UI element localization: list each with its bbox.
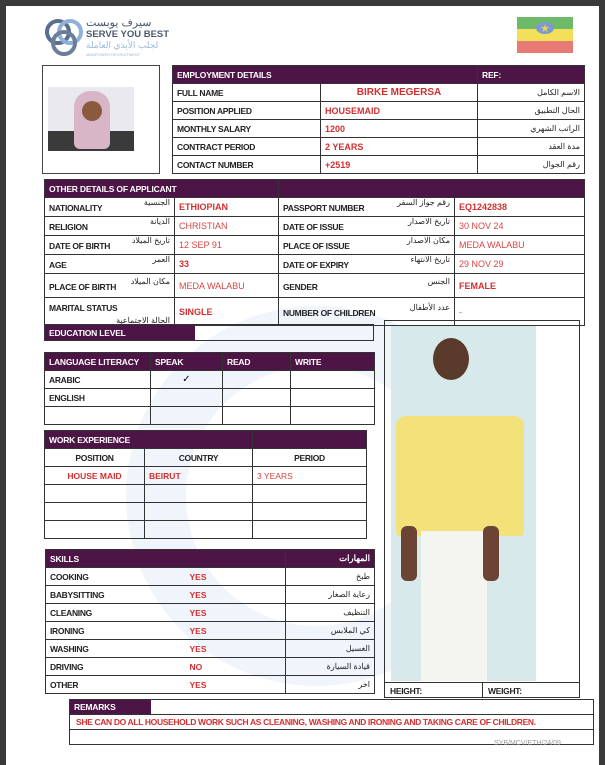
work-experience-header: WORK EXPERIENCE <box>45 431 253 449</box>
position-value: HOUSEMAID <box>321 102 478 120</box>
education-level-value <box>195 325 373 340</box>
other-details-header: OTHER DETAILS OF APPLICANT <box>45 180 279 198</box>
employment-details-table <box>172 65 585 174</box>
language-row-empty <box>45 407 375 425</box>
logo-tagline: MANPOWER RECRUITMENT <box>86 52 141 57</box>
details-row: DATE OF BIRTH تاريخ الميلاد 12 SEP 91 PLACE OF ISSUE مكان الاصدار MEDA WALABU <box>45 236 585 255</box>
children-value: - <box>455 298 585 326</box>
language-literacy-table: LANGUAGE LITERACY SPEAK READ WRITE ARABIC ✓ ENGLISH <box>44 352 375 425</box>
star-emblem-icon: ★ <box>536 22 554 34</box>
place-of-issue-value: MEDA WALABU <box>455 236 585 255</box>
skill-row: OTHER YES اخر <box>46 676 375 694</box>
marital-status-value: SINGLE <box>175 298 279 326</box>
full-body-photo <box>391 326 536 681</box>
employment-row-salary: MONTHLY SALARY 1200 الراتب الشهري <box>173 120 585 138</box>
details-row: MARITAL STATUS الحالة الاجتماعية SINGLE NUMBER OF CHILDREN عدد الأطفال - <box>45 298 585 326</box>
employment-row-contract: CONTRACT PERIOD 2 YEARS مدة العقد <box>173 138 585 156</box>
company-logo <box>44 14 204 64</box>
cv-page <box>6 6 599 765</box>
gender-value: FEMALE <box>455 274 585 298</box>
full-name-value: BIRKE MEGERSA <box>321 84 478 102</box>
check-icon: ✓ <box>151 371 223 389</box>
skill-row: COOKING YES طبخ <box>46 568 375 586</box>
skill-row: DRIVING NO قيادة السيارة <box>46 658 375 676</box>
full-body-photo-frame <box>384 320 580 698</box>
work-row: HOUSE MAID BEIRUT 3 YEARS <box>45 467 367 485</box>
skill-row: BABYSITTING YES رعاية الصغار <box>46 586 375 604</box>
age-value: 33 <box>175 255 279 274</box>
document-code: SYB/MCV/ETH/24/09 <box>494 740 561 747</box>
skill-row: CLEANING YES التنظيف <box>46 604 375 622</box>
height-label: HEIGHT: <box>385 682 483 698</box>
salary-value: 1200 <box>321 120 478 138</box>
details-row: NATIONALITY الجنسية ETHIOPIAN PASSPORT NUMBER رقم جواز السفر EQ1242838 <box>45 198 585 217</box>
employment-row-position: POSITION APPLIED HOUSEMAID الحال التطبيق <box>173 102 585 120</box>
work-experience-table: WORK EXPERIENCE POSITION COUNTRY PERIOD HOUSE MAID BEIRUT 3 YEARS <box>44 430 367 539</box>
work-row <box>45 503 367 521</box>
language-row-arabic: ARABIC ✓ <box>45 371 375 389</box>
skill-row: WASHING YES الغسيل <box>46 640 375 658</box>
passport-photo-frame <box>42 65 160 174</box>
ethiopia-flag-icon <box>517 17 573 53</box>
employment-details-header: EMPLOYMENT DETAILS <box>173 66 478 84</box>
date-of-expiry-value: 29 NOV 29 <box>455 255 585 274</box>
ref-label: REF: <box>478 66 585 84</box>
work-row <box>45 521 367 539</box>
weight-label: WEIGHT: <box>483 682 580 698</box>
details-row: AGE العمر 33 DATE OF EXPIRY تاريخ الانتهاء 29 NOV 29 <box>45 255 585 274</box>
skills-table: SKILLS المهارات COOKING YES طبخ BABYSITTING YES رعاية الصغار CLEANING YES التنظيف IRONING YES كي الملابس WASHING YES الغسيل DRIVING NO قيادة السيارة OTHER YES اخر <box>45 549 375 694</box>
logo-arabic-name: سيرف يوبست <box>86 17 152 29</box>
remarks-header: REMARKS <box>70 700 151 714</box>
remarks-text: SHE CAN DO ALL HOUSEHOLD WORK SUCH AS CLEANING, WASHING AND IRONING AND TAKING CARE OF CHILDREN. <box>70 714 593 730</box>
nationality-value: ETHIOPIAN <box>175 198 279 217</box>
other-details-table <box>44 179 585 326</box>
skill-row: IRONING YES كي الملابس <box>46 622 375 640</box>
religion-value: CHRISTIAN <box>175 217 279 236</box>
passport-photo <box>48 87 134 151</box>
details-row: PLACE OF BIRTH مكان الميلاد MEDA WALABU GENDER الجنس FEMALE <box>45 274 585 298</box>
details-row: RELIGION الديانة CHRISTIAN DATE OF ISSUE تاريخ الاصدار 30 NOV 24 <box>45 217 585 236</box>
education-level-label: EDUCATION LEVEL <box>45 325 195 340</box>
employment-row-contact: CONTACT NUMBER +2519 رقم الجوال <box>173 156 585 174</box>
date-of-birth-value: 12 SEP 91 <box>175 236 279 255</box>
passport-number-value: EQ1242838 <box>455 198 585 217</box>
employment-row-full-name: FULL NAME BIRKE MEGERSA الاسم الكامل <box>173 84 585 102</box>
education-level-row <box>44 324 374 341</box>
logo-arabic-tagline: لجلب الأيدي العاملة <box>86 40 159 50</box>
date-of-issue-value: 30 NOV 24 <box>455 217 585 236</box>
contact-value: +2519 <box>321 156 478 174</box>
logo-name: SERVE YOU BEST <box>86 29 170 40</box>
skills-header: SKILLS <box>46 550 286 568</box>
knot-logo-icon <box>44 16 84 60</box>
place-of-birth-value: MEDA WALABU <box>175 274 279 298</box>
contract-value: 2 YEARS <box>321 138 478 156</box>
work-row <box>45 485 367 503</box>
language-row-english: ENGLISH <box>45 389 375 407</box>
remarks-box <box>69 699 594 745</box>
